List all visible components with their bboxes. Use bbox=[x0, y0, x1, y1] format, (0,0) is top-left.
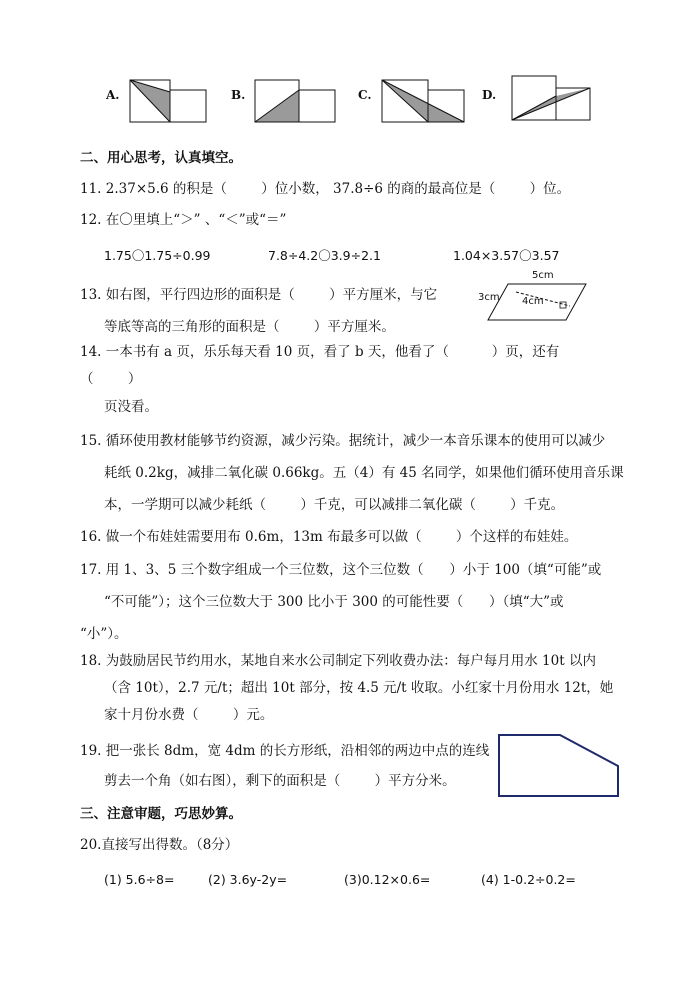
section-3-heading: 三、注意审题，巧思妙算。 bbox=[80, 806, 242, 822]
question-17-line-3: “小”）。 bbox=[80, 626, 128, 642]
question-13-line-2: 等底等高的三角形的面积是（ ）平方厘米。 bbox=[104, 319, 395, 335]
question-15-line-2: 耗纸 0.2kg，减排二氧化碳 0.66kg。五（4）有 45 名同学，如果他们循环使用音乐课 bbox=[104, 465, 624, 481]
question-17-line-2: “不可能”）；这个三位数大于 300 比小于 300 的可能性要（ ）（填“大”或 bbox=[104, 594, 564, 610]
question-20-part-2: (2) 3.6y-2y= bbox=[208, 872, 288, 887]
question-20-part-1: (1) 5.6÷8= bbox=[104, 872, 175, 887]
question-12-item-a: 1.75〇1.75÷0.99 bbox=[104, 248, 211, 263]
cut-rectangle-figure bbox=[498, 734, 620, 798]
option-b-label: B. bbox=[231, 88, 246, 102]
section-2-heading: 二、用心思考，认真填空。 bbox=[80, 150, 242, 166]
option-a-figure bbox=[130, 80, 210, 124]
parallelogram-height-label: 4cm bbox=[522, 296, 544, 307]
question-13-line-1: 13. 如右图，平行四边形的面积是（ ）平方厘米，与它 bbox=[80, 287, 438, 303]
question-20-part-3: (3)0.12×0.6= bbox=[344, 872, 431, 887]
question-14-line-2: （ ） bbox=[80, 371, 142, 387]
question-12-item-b: 7.8÷4.2〇3.9÷2.1 bbox=[268, 248, 381, 263]
parallelogram-figure bbox=[478, 268, 588, 324]
parallelogram-side-label: 3cm bbox=[478, 292, 500, 303]
question-19-line-2: 剪去一个角（如右图），剩下的面积是（ ）平方分米。 bbox=[104, 773, 456, 789]
question-16: 16. 做一个布娃娃需要用布 0.6m，13m 布最多可以做（ ）个这样的布娃娃。 bbox=[80, 529, 578, 545]
parallelogram-base-label: 5cm bbox=[532, 270, 554, 281]
question-15-line-3: 本，一学期可以减少耗纸（ ）千克，可以减排二氧化碳（ ）千克。 bbox=[104, 497, 565, 513]
option-d-figure bbox=[512, 76, 594, 124]
question-20-stem: 20.直接写出得数。（8分） bbox=[80, 837, 239, 853]
question-12-item-c: 1.04×3.57〇3.57 bbox=[453, 248, 560, 263]
option-c-label: C. bbox=[358, 88, 372, 102]
question-17-line-1: 17. 用 1、3、5 三个数字组成一个三位数，这个三位数（ ）小于 100（填“可能”或 bbox=[80, 562, 602, 578]
question-15-line-1: 15. 循环使用教材能够节约资源，减少污染。据统计，减少一本音乐课本的使用可以减少 bbox=[80, 433, 606, 449]
question-18-line-3: 家十月份水费（ ）元。 bbox=[104, 707, 274, 723]
question-19-line-1: 19. 把一张长 8dm，宽 4dm 的长方形纸，沿相邻的两边中点的连线 bbox=[80, 743, 490, 759]
question-14-line-3: 页没看。 bbox=[104, 399, 158, 415]
option-a-label: A. bbox=[106, 88, 120, 102]
option-d-label: D. bbox=[482, 88, 497, 102]
question-12-stem: 12. 在〇里填上“＞” 、“＜”或“＝” bbox=[80, 212, 287, 228]
question-18-line-2: （含 10t），2.7 元/t；超出 10t 部分，按 4.5 元/t 收取。小红家十月份用水 12t，她 bbox=[104, 680, 614, 696]
question-18-line-1: 18. 为鼓励居民节约用水，某地自来水公司制定下列收费办法：每户每月用水 10t 以内 bbox=[80, 653, 596, 669]
question-20-part-4: (4) 1-0.2÷0.2= bbox=[481, 872, 576, 887]
option-c-figure bbox=[382, 80, 468, 124]
question-14-line-1: 14. 一本书有 a 页，乐乐每天看 10 页，看了 b 天，他看了（ ）页，还有 bbox=[80, 344, 560, 360]
question-11: 11. 2.37×5.6 的积是（ ）位小数， 37.8÷6 的商的最高位是（ ）位。 bbox=[80, 181, 571, 197]
option-b-figure bbox=[255, 80, 337, 124]
